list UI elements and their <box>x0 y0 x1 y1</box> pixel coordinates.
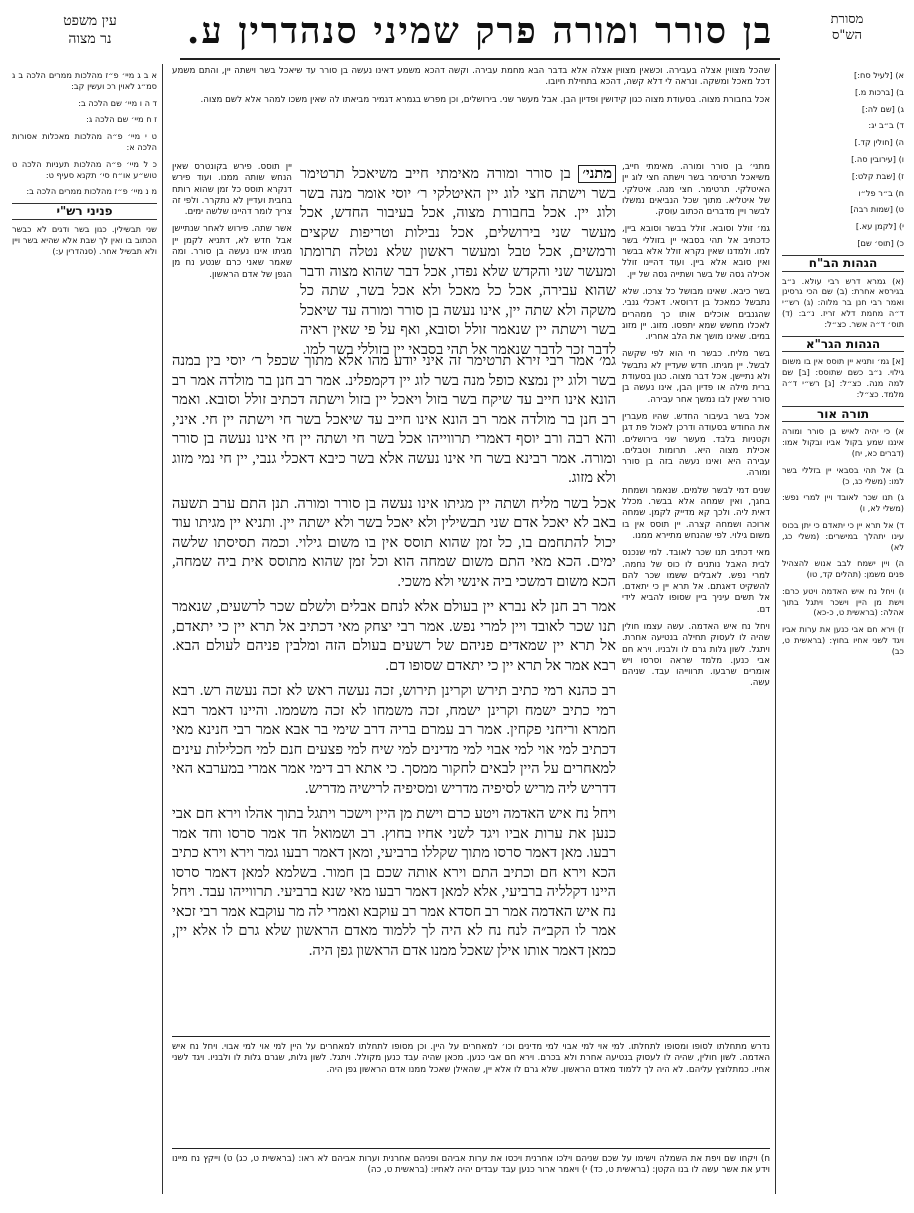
tosafot-top <box>172 66 770 158</box>
gemara-paragraph: גמ׳ אמר רבי זירא תרטימר זה איני יודע מהו אלא מתוך שכפל ר׳ יוסי בין במנה בשר ולוג יין נמצא כופל מנה בשר לוג יין דקמפלינ. אמר רב חנן בר מולדה אמר רב הונא אינו חייב עד שיקח בשר בזול ויאכל יין בזול וישתה דכתיב זולל וסובא. ואמר רב חנן בר מולדה אמר רב הונא אינו חייב עד שיאכל בשר חי וישתה יין חי. איני, והא רבה ורב יוסף דאמרי תרווייהו אכל בשר חי ושתה יין חי אינו נעשה בן סורר ומורה. אמר רבינא בשר חי אינו נעשה אלא בשר כיבא דאכלי גנבי, יין חי נמי מזוג ולא מזוג. <box>172 353 616 486</box>
masoret-entry: א) [לעיל סח:] <box>854 70 904 80</box>
masoret-entry: כ) [תוס׳ שם] <box>857 237 904 248</box>
mishnah-marker: מתני׳ <box>578 165 616 183</box>
masoret-entry: ח) ב״ר פל״ו <box>858 187 904 198</box>
torah-or-entry: א) כי יהיה לאיש בן סורר ומורה איננו שמע בקול אביו ובקול אמו: (דברים כא, יח) <box>782 426 904 458</box>
rashi-paragraph: גמ׳ זולל וסובא. זולל בבשר וסובא ביין, כדכתיב אל תהי בסבאי יין בזוללי בשר למו. ולמדנו שאין נקרא זולל אלא בבשר ואין סובא אלא ביין. ועוד דהיינו זולל אכילה גסה של בשר ושתייה גסה של יין. <box>622 224 770 280</box>
rashi-paragraph: בשר כיבא. שאינו מבושל כל צרכו. שלא נתבשל כמאכל בן דרוסאי. דאכלי גנבי. שהגנבים אוכלים אותו כך ממהרים לאכלו מחשש שמא יתפסו. מזוג. יין מזוג במים. שאינו מושך את הלב אחריו. <box>622 286 770 343</box>
gemara-upper <box>300 165 616 358</box>
gemara-paragraph: אמר רב חנן לא נברא יין בעולם אלא לנחם אבלים ולשלם שכר לרשעים, שנאמר תנו שכר לאובד ויין למרי נפש. אמר רבי יצחק מאי דכתיב אל תרא יין כי יתאדם, אל תרא יין שמאדים פניהם של רשעים בעולם הזה ומלבין פניהם לעולם הבא. רבא אמר אל תרא יין כי יתאדם שסופו דם. <box>172 599 616 674</box>
page-title: בן סורר ומורה פרק שמיני סנהדרין ע. <box>186 10 774 52</box>
gemara-paragraph: רב כהנא רמי כתיב תירש וקרינן תירוש, זכה נעשה ראש לא זכה נעשה רש. רבא רמי כתיב ישמח וקרינן ישמח, זכה משמחו לא זכה משממו. והיינו דאמר רבא חמרא וריחני פקחין. אמר רב עמרם בריה דרב שימי בר אבא אמר רבי חנינא מאי דכתיב למי אוי למי אבוי למי מדינים למי שיח למי פצעים חנם למי חכלילות עינים למאחרים על היין לבאים לחקור ממסך. כי אתא רב דימי אמר אמרי במערבא האי דדריש ליה מריש לסיפיה מדריש ומסיפיה לרישיה מדריש. <box>172 683 616 797</box>
bottom-commentary <box>172 1042 770 1142</box>
ein-mishpat-entry: כ ל מיי׳ פ״ה מהלכות תעניות הלכה ט טוש״ע או״ח סי׳ תקנא סעיף ט: <box>12 158 157 180</box>
rashi-paragraph: אכל בשר בעיבור החדש. שהיו מעברין את החודש בסעודה ודרכן לאכול פת דגן וקטניות בלבד. מעשר שני בירושלים. אכילת מצוה היא. תרומות וטבלים. עבירה היא ואינו נעשה בזה בן סורר ומורה. <box>622 411 770 479</box>
bottom-torah-or <box>172 1154 770 1204</box>
masoret-entry: ז) [שבת קלט:] <box>851 170 904 181</box>
ein-mishpat-header <box>20 12 160 48</box>
bottom-rule-2 <box>172 1148 770 1149</box>
rashi-paragraph: שנים דמי לבשר שלמים. שנאמר ושמחת בחגך, ואין שמחה אלא בבשר. מכלל דאית ליה. ולכך קא מדייק לקמן. שמחה ארוכה ושמחה קצרה. יין תוסס אין בו משום גילוי. לפי שהנחש מתיירא ממנו. <box>622 485 770 541</box>
hagahot-bach-text: (א) גמרא דרש רבי עולא. נ״ב בגירסא אחרת: (ב) שם הכי גרסינן ואמר רבי חנן בר מלוה: (ג) רש״י ד״ה מחמת דלא זריז. נ״ב: (ד) תוס׳ ד״ה אשר. כצ״ל: <box>782 275 904 329</box>
masoret-entry: ו) [עירובין סה.] <box>851 153 904 164</box>
ein-mishpat-header-text: עין משפט נר מצוה <box>63 13 117 47</box>
masoret-entry: ט) [שמות רבה] <box>850 204 904 215</box>
gemara-paragraph: ויחל נח איש האדמה ויטע כרם וישת מן היין וישכר ויתגל בתוך אהלו וירא חם אבי כנען את ערות אביו ויגד לשני אחיו בחוץ. רב ושמואל חד אמר סרסו וחד אמר רבעו. מאן דאמר סרסו מתוך שקללו ברביעי, ומאן דאמר רבעו גמר וירא וירא כתיב הכא וירא חם וכתיב התם וירא אותה שכם בן חמור. בשלמא למאן דאמר סרסו היינו דקלליה ברביעי, אלא למאן דאמר רבעו מאי שנא ברביעי. תרווייהו עבד. ויחל נח איש האדמה אמר רב חסדא אמר רב עוקבא ואמרי לה מר עוקבא אמר רבי זכאי אמר לו הקב״ה לנח נח לא היה לך ללמוד מאדם הראשון שלא גרם לו אלא יין, כמאן דאמר אותו אילן שאכל ממנו אדם הראשון גפן היה. <box>172 806 616 959</box>
rashi-paragraph: מאי דכתיב תנו שכר לאובד. למי שנכנס לבית האבל נותנים לו כוס של נחמה. למרי נפש. לאבלים ששמו שכר להם להשקיט דאגתם. אל תרא יין כי יתאדם. אל תשים עיניך ביין שסופו להביא לידי דם. <box>622 548 770 615</box>
ein-mishpat-entry: מ נ מיי׳ פ״ז מהלכות ממרים הלכה ב: <box>26 186 157 197</box>
masoret-header <box>792 12 902 44</box>
torah-or-title: תורה אור <box>782 406 904 423</box>
gemara-paragraph: בן סורר ומורה מאימתי חייב משיאכל תרטימר בשר וישתה חצי לוג יין האיטלקי ר׳ יוסי אומר מנה בשר ולוג יין. אכל בחבורת מצוה, אכל בעיבור החדש, אכל מעשר שני בירושלים, אכל נבילות וטריפות שקצים ורמשים, אכל טבל ומעשר ראשון שלא נטלה תרומתו ומעשר שני והקדש שלא נפדו, אכל דבר שהוא מצוה ודבר שהוא עבירה, אכל כל מאכל ולא אכל בשר, שתה כל משקה ולא שתה יין, אינו נעשה בן סורר ומורה עד שיאכל בשר וישתה יין שנאמר זולל וסובא, ואף על פי שאין ראיה לדבר זכר לדבר שנאמר אל תהי בסבאי יין בזוללי בשר למו. <box>300 166 616 358</box>
gemara-paragraph: אכל בשר מליח ושתה יין מגיתו אינו נעשה בן סורר ומורה. תנן התם ערב תשעה באב לא יאכל אדם שני תבשילין ולא יאכל בשר ולא ישתה יין. ותניא יין מגיתו עוד יכול להתחמם בו, כל זמן שהוא תוסס אין בו משום גילוי. וכמה תסיסתו שלשה ימים. הכא מאי התם משום שמחה הוא וכל זמן שהוא מתוסס אית ביה שמחה, הכא משום דמשכי ביה אינשי ולא משכי. <box>172 495 616 590</box>
tosafot-paragraph: אכל בחבורת מצוה. בסעודת מצוה כגון קידושין ופדיון הבן. אבל מעשר שני. בירושלים, וכן מפרש בגמרא דגמיר מביאתו לה שאין משכו למהר אלא לשם מצוה. <box>200 94 770 105</box>
tosafot-paragraph: יין תוסס. פירש בקונטרס שאין הנחש שותה ממנו. ועוד פירש דנקרא תוסס כל זמן שהוא רותח בחבית ועדיין לא נתקרר. ולפי זה צריך לומר דהיינו שלשה ימים. <box>172 162 292 218</box>
tosafot-column <box>172 162 292 342</box>
torah-or-entry: ה) ויין ישמח לבב אנוש להצהיל פנים משמן: (תהלים קד, טו) <box>782 558 904 580</box>
masoret-entry: ב) [ברכות מ.] <box>855 86 904 97</box>
left-margin-divider <box>162 64 163 1194</box>
hagahot-bach-title: הגהות הב"ח <box>782 255 904 272</box>
pnei-rashi-title: פניני רש"י <box>12 203 157 220</box>
gemara-main <box>172 352 616 1030</box>
torah-or-entry: ב) אל תהי בסבאי יין בזללי בשר למו: (משלי כג, כ) <box>782 464 904 486</box>
right-margin-divider <box>775 64 776 1194</box>
rashi-paragraph: ויחל נח איש האדמה. עשה עצמו חולין שהיה לו לעסוק תחילה בנטיעה אחרת. ויתגל. לשון גלות גרם לו ולבניו. וירא חם אבי כנען. מלמד שראה וסרסו ויש אומרים שרבעו. תרווייהו עבד. שניהם עשה. <box>622 621 770 689</box>
ein-mishpat-entry: ד ה ו מיי׳ שם הלכה ב: <box>78 97 157 108</box>
torah-or-entry: ו) ויחל נח איש האדמה ויטע כרם: וישת מן היין וישכר ויתגל בתוך אהלה: (בראשית ט, כ-כא) <box>782 585 904 618</box>
rashi-paragraph: מתני׳ בן סורר ומורה. מאימתי חייב, משיאכל תרטימר בשר וישתה חצי לוג יין האיטלקי. תרטימר. חצי מנה. איטלקי. של איטליא. מתוך שכל הנביאים נמשלו לבשר ויין מדברים הכתוב עוסק. <box>622 162 770 218</box>
tosafot-paragraph: שהכל מצווין אצלה בעבירה. וכשאין מצווין אצלה אלא בדבר הבא מחמת עבירה. וקשה דהכא משמע דאינו נעשה בן סורר עד שיאכל בשר וישתה יין, והתם משמע דכל מאכל ומשקה. ונראה לי דלא קשה, דהכא בתחילת חיובו. <box>172 66 770 88</box>
bottom-torah-or-text: ח) ויקחו שם ויפת את השמלה וישימו על שכם שניהם וילכו אחרנית ויכסו את ערות אביהם ופניהם אחרנית וערות אביהם לא ראו: (בראשית ט, כג) ט) וייקץ נח מיינו וידע את אשר עשה לו בנו הקטן: (בראשית ט, כד) י) ויאמר ארור כנען עבד עבדים יהיה לאחיו: (בראשית ט, כה) <box>172 1154 770 1176</box>
masoret-entry: ד) ב״ב יג: <box>868 120 904 131</box>
tosafot-paragraph: אשר שתה. פירוש לאחר שנתיישן אבל חדש לא, דתניא לקמן יין מגיתו אינו נעשה בן סורר. ומה שאמר שאני כרם שנטע נח מן הגפן של אדם הראשון. <box>172 224 292 280</box>
torah-or-entry: ג) תנו שכר לאובד ויין למרי נפש: (משלי לא, ו) <box>782 492 904 514</box>
masoret-header-text: מסורת הש"ס <box>830 12 864 43</box>
hagahot-gra-text: [א] גמ׳ ותניא יין תוסס אין בו משום גילוי. נ״ב כשם שתוסס: [ב] שם למה מנה. כצ״ל: [ג] רש״י ד״ה מלמד. כצ״ל: <box>782 356 904 399</box>
bottom-commentary-text: נדרש מתחלתו לסופו ומסופו לתחלתו. למי אוי למי אבוי למי מדינים וכו׳ למאחרים על היין. וכן מסופו לתחלתו למאחרים על היין למי אוי למי אבוי. ויחל נח איש האדמה. לשון חולין, שהיה לו לעסוק בנטיעה אחרת ולא בכרם. וירא חם אבי כנען. מכאן שהיה עבד כנען מקולל. ויתגל. לשון גלות, שגרם גלות לו ולבניו. ויגד לשני אחיו. כמתלוצץ עליהם. לא היה לך ללמוד מאדם הראשון. שלא גרם לו אלא יין, שהאילן שאכל ממנו אדם הראשון גפן היה. <box>172 1042 770 1075</box>
rashi-column <box>622 162 770 1032</box>
header-rule <box>180 58 780 60</box>
masoret-entry: ג) [שם לה:] <box>861 103 904 114</box>
torah-or-entry: ד) אל תרא יין כי יתאדם כי יתן בכוס עינו יתהלך במישרים: (משלי כג, לא) <box>782 519 904 552</box>
bottom-rule <box>172 1036 770 1037</box>
rashi-paragraph: בשר מליח. כבשר חי הוא לפי שקשה לבשל. יין מגיתו. חדש שעדיין לא נתבשל ולא נתיישן. אכל דבר מצוה. כגון בסעודת ברית מילה או פדיון הבן, אינו נעשה בן סורר שאין לבו נמשך אחר עבירה. <box>622 349 770 405</box>
ein-mishpat-entry: ט י מיי׳ פ״ה מהלכות מאכלות אסורות הלכה א: <box>12 131 157 152</box>
masoret-entry: ה) [חולין קד.] <box>854 137 904 148</box>
masoret-entry: י) [לקמן עא.] <box>855 221 904 232</box>
pnei-rashi-text: שני תבשילין. כגון בשר ודגים לא כבשר הכתוב בו ואין לך שבת אלא שהיא בשר ויין ולא תבשיל אחר. (סנהדרין ע:) <box>12 223 157 256</box>
right-margin-column <box>782 70 904 1190</box>
torah-or-entry: ז) וירא חם אבי כנען את ערות אביו ויגד לשני אחיו בחוץ: (בראשית ט, כב) <box>782 624 904 656</box>
ein-mishpat-entry: א ב ג מיי׳ פ״ז מהלכות ממרים הלכה ב ג סמ״ג לאוין רכ ועשין קב: <box>12 70 157 91</box>
hagahot-gra-title: הגהות הגר"א <box>782 336 904 353</box>
ein-mishpat-entry: ז ח מיי׳ שם הלכה ג: <box>86 114 157 125</box>
ein-mishpat-column <box>12 70 157 490</box>
